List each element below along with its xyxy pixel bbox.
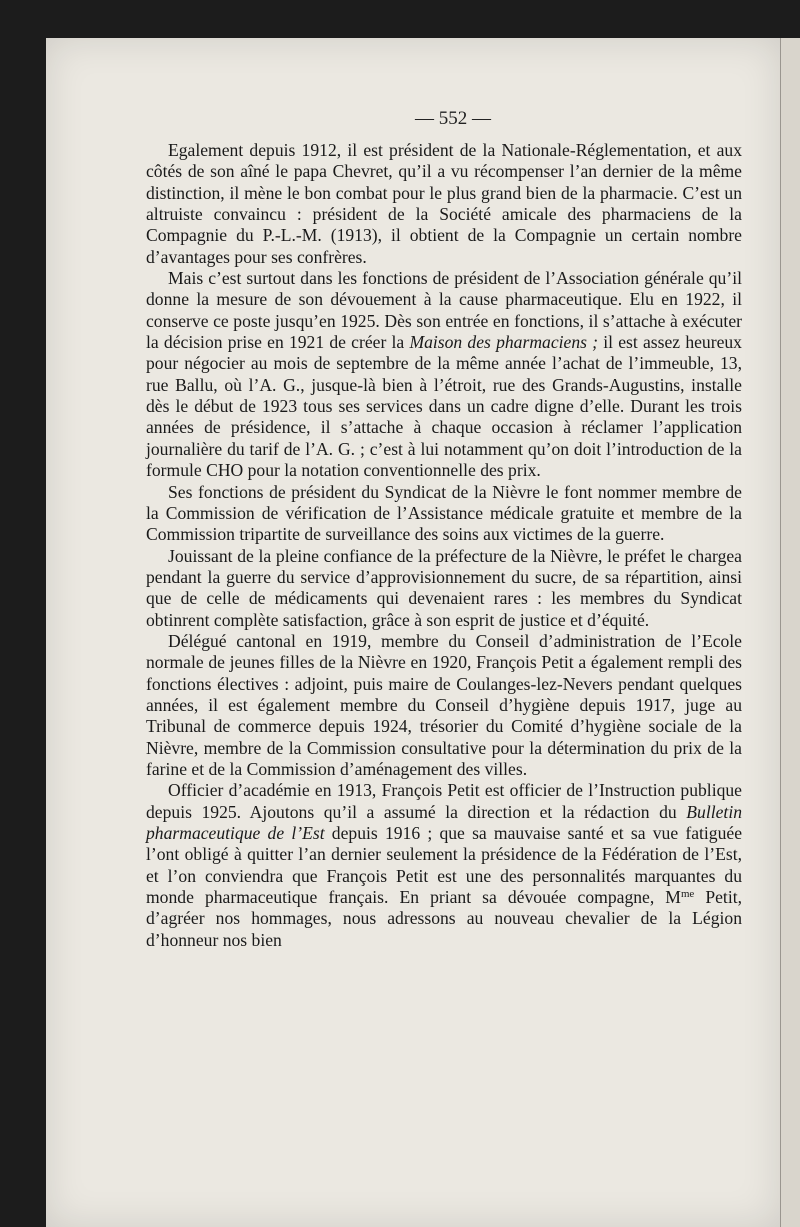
text-run: Mais c’est surtout dans les fonctions de président de l’Association générale qu’il donne la mesure de son dévouement à la cause pharmaceutique. Elu en 1922, il conserve ce poste jusqu’en 1925. Dès son entrée en fonctions, il s’attache à exécuter la décision prise en 1921 de créer la [146, 268, 742, 353]
body-text [146, 140, 742, 951]
text-run: Délégué cantonal en 1919, membre du Conseil d’administration de l’Ecole normale de jeunes filles de la Nièvre en 1920, François Petit a également rempli des fonctions électives : adjoint, puis maire de Coulanges-lez-Nevers pendant quelques années, il est également membre du Conseil d’hygiène depuis 1917, juge au Tribunal de commerce depuis 1924, trésorier du Comité d’hygiène sociale de la Nièvre, membre de la Commission consultative pour la détermination du prix de la farine et de la Commission d’aménagement des villes. [146, 630, 742, 779]
paragraph [146, 780, 742, 951]
italic-text: Maison des pharmaciens ; [409, 332, 599, 353]
text-run: Petit, d’agréer nos hommages, nous adressons au nouveau chevalier de la Légion d’honneur nos bien [146, 887, 742, 950]
page-number: — 552 — [415, 108, 491, 129]
paragraph [146, 546, 742, 631]
text-run: depuis 1916 ; que sa mauvaise santé et sa vue fatiguée l’ont obligé à quitter l’an dernier seulement la présidence de la Fédération de l’Est, et l’on conviendra que François Petit est une des personnalités marquantes du monde pharmaceutique français. En priant sa dévouée compagne, M [146, 823, 742, 908]
text-run: Jouissant de la pleine confiance de la préfecture de la Nièvre, le préfet le chargea pendant la guerre du service d’approvisionnement du sucre, de sa répartition, ainsi que de celle de médicaments qui devenaient rares : les membres du Syndicat obtinrent complète satisfaction, grâce à son esprit de justice et d’équité. [146, 545, 742, 630]
italic-text: Bulletin pharmaceutique de l’Est [146, 801, 742, 843]
paragraph [146, 631, 742, 780]
text-run: Egalement depuis 1912, il est président de la Nationale-Réglementation, et aux côtés de son aîné le papa Chevret, qu’il a vu récompenser l’an dernier de la même distinction, il mène le bon combat pour le plus grand bien de la pharmacie. C’est un altruiste convaincu : président de la Société amicale des pharmaciens de la Compagnie du P.-L.-M. (1913), il obtient de la Compagnie un certain nombre d’avantages pour ses confrères. [146, 140, 742, 267]
paragraph [146, 140, 742, 268]
adjacent-page-edge [780, 38, 800, 1227]
superscript-text: me [680, 888, 695, 901]
text-run: Ses fonctions de président du Syndicat de la Nièvre le font nommer membre de la Commission de vérification de l’Assistance médicale gratuite et membre de la Commission tripartite de surveillance des soins aux victimes de la guerre. [146, 481, 742, 545]
book-page [46, 38, 780, 1227]
paragraph [146, 268, 742, 481]
text-run: il est assez heureux pour négocier au mois de septembre de la même année l’achat de l’immeuble, 13, rue Ballu, où l’A. G., jusque-là bien à l’étroit, rue des Grands-Augustins, installe dès le début de 1923 tous ses services dans un cadre digne d’elle. Durant les trois années de présidence, il s’attache à chaque occasion à réclamer l’application journalière du tarif de l’A. G. ; c’est à lui notamment qu’on doit l’introduction de la formule CHO pour la notation conventionnelle des prix. [146, 332, 742, 481]
paragraph [146, 482, 742, 546]
text-run: Officier d’académie en 1913, François Petit est officier de l’Instruction publique depuis 1925. Ajoutons qu’il a assumé la direction et la rédaction du [146, 780, 742, 822]
